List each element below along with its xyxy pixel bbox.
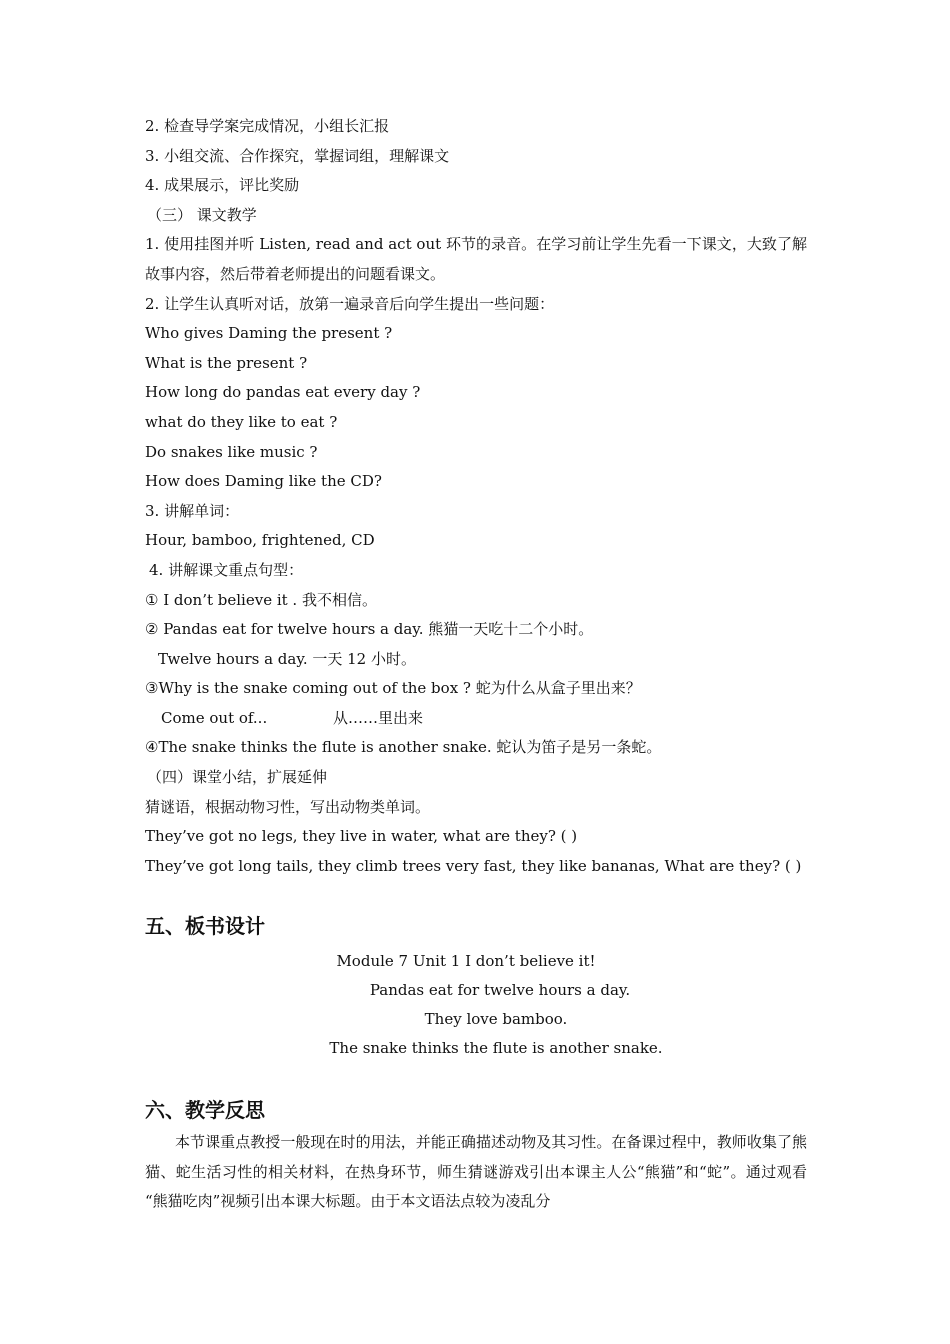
- section-3-item-2: 2. 让学生认真听对话，放第一遍录音后向学生提出一些问题：: [145, 294, 555, 313]
- question: What is the present ?: [145, 353, 308, 372]
- phrase-row: [145, 704, 807, 734]
- phrase-english: Come out of...: [161, 708, 268, 727]
- lesson-step-2: 2. 检查导学案完成情况，小组长汇报: [145, 117, 390, 135]
- board-design-heading: 五、板书设计: [145, 914, 265, 939]
- document-body: [145, 112, 807, 1217]
- board-design: [145, 947, 807, 1063]
- board-line: Pandas eat for twelve hours a day.: [369, 981, 631, 1000]
- question: Who gives Daming the present ?: [145, 324, 393, 343]
- section-3-item-1: 1. 使用挂图并听 Listen, read and act out 环节的录音。在学习前让学生先看一下课文，大致了解故事内容，然后带着老师提出的问题看课文。: [145, 235, 807, 283]
- board-line: Module 7 Unit 1 I don’t believe it!: [336, 952, 596, 971]
- section-3-item-3: 3. 讲解单词：: [145, 501, 240, 520]
- board-line: The snake thinks the flute is another snake.: [329, 1039, 663, 1058]
- section-3-item-4: 4. 讲解课文重点句型：: [149, 560, 304, 579]
- key-sentence: ② Pandas eat for twelve hours a day. 熊猫一天吃十二个小时。: [145, 620, 594, 639]
- vocabulary-words: Hour, bamboo, frightened, CD: [145, 531, 375, 550]
- section-4-title: （四）课堂小结，扩展延伸: [147, 768, 328, 787]
- reflection-paragraph: 本节课重点教授一般现在时的用法，并能正确描述动物及其习性。在备课过程中，教师收集了熊猫、蛇生活习性的相关材料，在热身环节，师生猜谜游戏引出本课主人公“熊猫”和“蛇”。通过观看 “熊猫吃肉”视频引出本课大标题。由于本文语法点较为凌乱分: [145, 1133, 807, 1211]
- lesson-step-4: 4. 成果展示，评比奖励: [145, 176, 300, 195]
- key-sentence: ① I don’t believe it . 我不相信。: [145, 590, 377, 609]
- riddle: They’ve got long tails, they climb trees very fast, they like bananas, What are they? ( ): [145, 856, 802, 875]
- question: How does Daming like the CD?: [145, 472, 382, 491]
- question: Do snakes like music ?: [145, 442, 318, 461]
- reflection-heading: 六、教学反思: [145, 1098, 265, 1123]
- section-3-title: （三） 课文教学: [147, 205, 257, 224]
- key-sentence: ④The snake thinks the flute is another snake. 蛇认为笛子是另一条蛇。: [145, 738, 662, 757]
- question: How long do pandas eat every day ?: [145, 383, 421, 402]
- board-line: They love bamboo.: [424, 1010, 568, 1029]
- riddle-intro: 猜谜语，根据动物习性，写出动物类单词。: [145, 797, 431, 816]
- key-sentence: ③Why is the snake coming out of the box ? 蛇为什么从盒子里出来？: [145, 679, 641, 698]
- key-sentence: Twelve hours a day. 一天 12 小时。: [158, 649, 416, 668]
- question: what do they like to eat ?: [145, 412, 338, 431]
- riddle: They’ve got no legs, they live in water, what are they? ( ): [145, 827, 578, 846]
- phrase-chinese: 从……里出来: [333, 708, 424, 727]
- lesson-step-3: 3. 小组交流、合作探究，掌握词组，理解课文: [145, 146, 450, 165]
